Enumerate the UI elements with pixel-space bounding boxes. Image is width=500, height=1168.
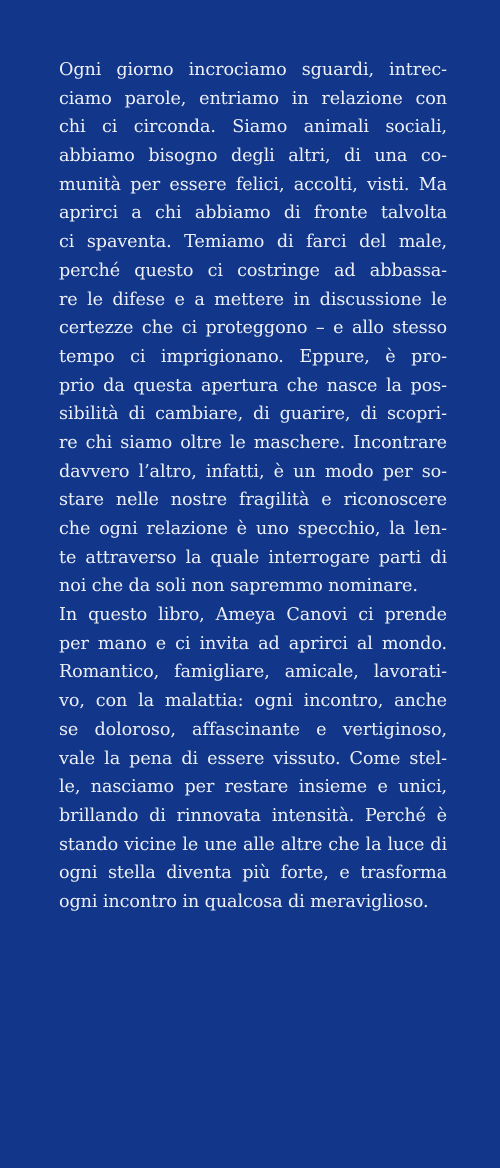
blurb-line: ci spaventa. Temiamo di farci del male, — [59, 232, 447, 253]
blurb-line: ciamo parole, entriamo in relazione con — [59, 88, 447, 109]
blurb-line: re le difese e a mettere in discussione le — [59, 289, 447, 310]
blurb-line: te attraverso la quale interrogare parti di — [59, 547, 447, 568]
blurb-line: vale la pena di essere vissuto. Come stel- — [59, 748, 447, 769]
blurb-line: stando vicine le une alle altre che la luce di — [59, 834, 447, 855]
blurb-line: sibilità di cambiare, di guarire, di scopri- — [59, 404, 447, 425]
blurb-line: perché questo ci costringe ad abbassa- — [59, 260, 447, 281]
blurb-line: certezze che ci proteggono – e allo stesso — [59, 318, 447, 339]
blurb-line: le, nasciamo per restare insieme e unici, — [59, 777, 447, 798]
blurb-line: prio da questa apertura che nasce la pos- — [59, 375, 447, 396]
blurb-line: stare nelle nostre fragilità e riconoscere — [59, 490, 447, 511]
blurb-line: che ogni relazione è uno specchio, la len- — [59, 519, 447, 539]
blurb-line: Ogni giorno incrociamo sguardi, intrec- — [59, 60, 447, 80]
blurb-line: tempo ci imprigionano. Eppure, è pro- — [59, 346, 447, 367]
blurb-line: noi che da soli non sapremmo nominare. — [59, 576, 418, 597]
blurb-line: In questo libro, Ameya Canovi ci prende — [59, 605, 447, 626]
blurb-line: vo, con la malattia: ogni incontro, anche — [59, 691, 447, 712]
blurb-line: ogni incontro in qualcosa di meraviglioso. — [59, 891, 429, 912]
blurb-line: munità per essere felici, accolti, visti. Ma — [59, 174, 447, 195]
blurb-line: abbiamo bisogno degli altri, di una co- — [59, 146, 447, 167]
blurb-line: ogni stella diventa più forte, e trasforma — [59, 863, 447, 884]
blurb-line: chi ci circonda. Siamo animali sociali, — [59, 117, 447, 138]
blurb-line: aprirci a chi abbiamo di fronte talvolta — [59, 203, 447, 224]
blurb-line: davvero l’altro, infatti, è un modo per so- — [59, 461, 447, 482]
blurb-line: re chi siamo oltre le maschere. Incontrare — [59, 432, 447, 453]
blurb-line: Romantico, famigliare, amicale, lavorati- — [59, 662, 447, 683]
blurb-text — [59, 56, 447, 917]
blurb-line: brillando di rinnovata intensità. Perché è — [59, 805, 447, 826]
blurb-line: per mano e ci invita ad aprirci al mondo. — [59, 633, 447, 654]
blurb-line: se doloroso, affascinante e vertiginoso, — [59, 719, 447, 740]
